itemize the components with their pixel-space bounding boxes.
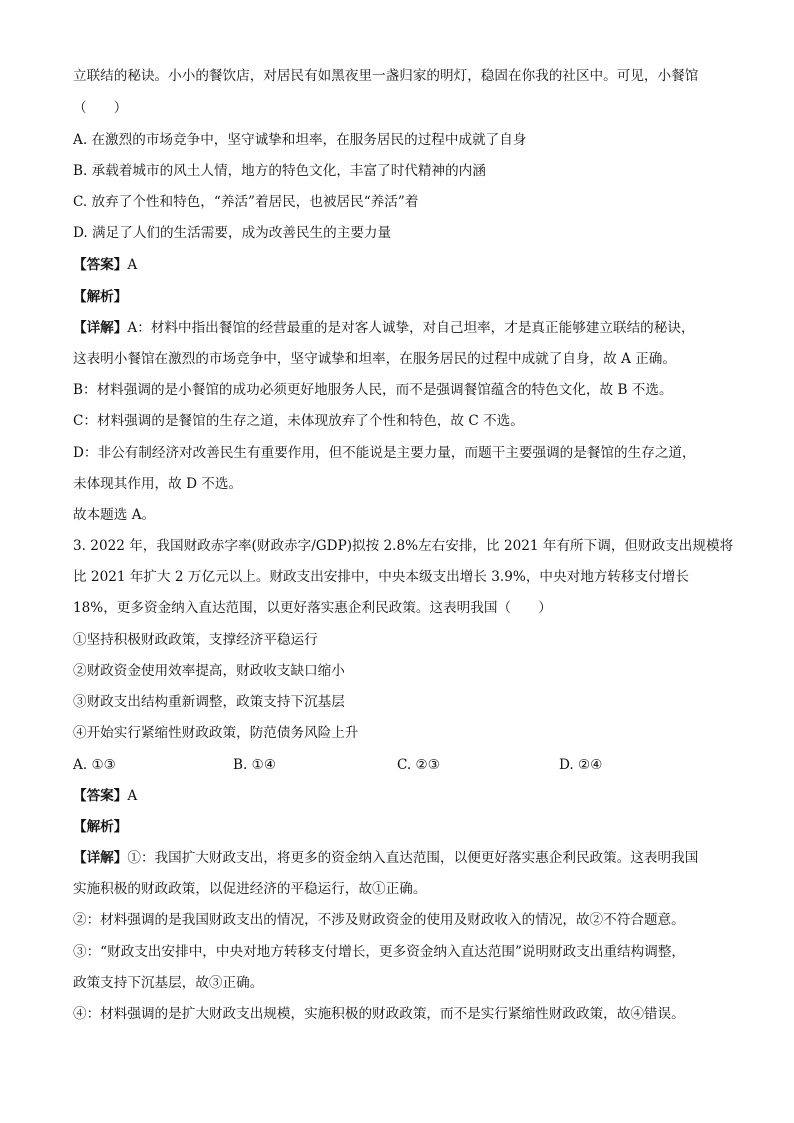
q3-stem-line-2: 比 2021 年扩大 2 万亿元以上。财政支出安排中，中央本级支出增长 3.9%，中央对地方转移支付增长 bbox=[73, 569, 689, 585]
q3-analysis-line-3: ②：材料强调的是我国财政支出的情况，不涉及财政资金的使用及财政收入的情况，故②不符合题意。 bbox=[73, 912, 685, 928]
q3-choice-b: B. ①④ bbox=[233, 757, 277, 773]
q3-detail-label: 【详解】 bbox=[73, 850, 128, 866]
q2-analysis-line-6: 未体现其作用，故 D 不选。 bbox=[73, 476, 243, 492]
q2-option-d: D. 满足了人们的生活需要，成为改善民生的主要力量 bbox=[73, 225, 392, 241]
q3-stem-line-1: 3. 2022 年，我国财政赤字率(财政赤字/GDP)拟按 2.8%左右安排，比 2021 年有所下调，但财政支出规模将 bbox=[73, 538, 734, 554]
q2-detail-label: 【详解】 bbox=[73, 320, 128, 336]
q3-answer-value: A bbox=[127, 788, 138, 804]
q2-answer bbox=[73, 256, 137, 274]
q3-item-1: ①坚持积极财政政策，支撑经济平稳运行 bbox=[73, 632, 318, 648]
q2-analysis-label: 【解析】 bbox=[73, 289, 128, 305]
q3-choice-c: C. ②③ bbox=[397, 757, 440, 773]
q3-stem-line-3: 18%，更多资金纳入直达范围，以更好落实惠企利民政策。这表明我国（ ） bbox=[73, 600, 552, 616]
q3-analysis-line-4: ③：“财政支出安排中，中央对地方转移支付增长，更多资金纳入直达范围”说明财政支出重结构调整， bbox=[73, 944, 686, 960]
q3-analysis-line-1 bbox=[73, 849, 698, 867]
q3-analysis-line-6: ④：材料强调的是扩大财政支出规模，实施积极的财政政策，而不是实行紧缩性财政政策，故④错误。 bbox=[73, 1006, 685, 1022]
q3-item-4: ④开始实行紧缩性财政政策，防范债务风险上升 bbox=[73, 725, 359, 741]
q3-analysis-label: 【解析】 bbox=[73, 819, 128, 835]
q3-analysis-text-1: ①：我国扩大财政支出，将更多的资金纳入直达范围，以便更好落实惠企利民政策。这表明我国 bbox=[127, 850, 699, 866]
q2-stem-line-1: 立联结的秘诀。小小的餐饮店，对居民有如黑夜里一盏归家的明灯，稳固在你我的社区中。可见，小餐馆 bbox=[73, 68, 699, 84]
q3-choice-a: A. ①③ bbox=[73, 757, 116, 773]
q2-option-a: A. 在激烈的市场竞争中，坚守诚挚和坦率，在服务居民的过程中成就了自身 bbox=[73, 132, 527, 148]
q3-answer bbox=[73, 787, 137, 805]
q3-item-2: ②财政资金使用效率提高，财政收支缺口缩小 bbox=[73, 663, 345, 679]
q2-option-b: B. 承载着城市的风土人情，地方的特色文化，丰富了时代精神的内涵 bbox=[73, 163, 486, 179]
q2-stem-line-2: （ ） bbox=[73, 100, 128, 116]
q2-answer-label: 【答案】 bbox=[73, 257, 128, 273]
q3-answer-label: 【答案】 bbox=[73, 788, 128, 804]
q2-option-c: C. 放弃了个性和特色，“养活”着居民，也被居民“养活”着 bbox=[73, 194, 419, 210]
q3-analysis-line-2: 实施积极的财政政策，以促进经济的平稳运行，故①正确。 bbox=[73, 881, 427, 897]
q2-analysis-line-3: B：材料强调的是小餐馆的成功必须更好地服务人民，而不是强调餐馆蕴含的特色文化，故 B 不选。 bbox=[73, 382, 673, 398]
q3-analysis-line-5: 政策支持下沉基层，故③正确。 bbox=[73, 975, 264, 991]
q2-analysis-line-7: 故本题选 A。 bbox=[73, 507, 156, 523]
q3-choice-d: D. ②④ bbox=[559, 757, 603, 773]
q2-analysis-line-2: 这表明小餐馆在激烈的市场竞争中，坚守诚挚和坦率，在服务居民的过程中成就了自身，故 A 正确。 bbox=[73, 351, 676, 367]
q2-analysis-line-4: C：材料强调的是餐馆的生存之道，未体现放弃了个性和特色，故 C 不选。 bbox=[73, 413, 524, 429]
q2-analysis-text-1: A：材料中指出餐馆的经营最重的是对客人诚挚，对自己坦率，才是真正能够建立联结的秘诀， bbox=[127, 320, 695, 336]
q2-answer-value: A bbox=[127, 257, 138, 273]
q3-item-3: ③财政支出结构重新调整，政策支持下沉基层 bbox=[73, 694, 345, 710]
q2-analysis-line-1 bbox=[73, 319, 695, 337]
q2-analysis-line-5: D：非公有制经济对改善民生有重要作用，但不能说是主要力量，而题干主要强调的是餐馆的生存之道， bbox=[73, 445, 696, 461]
